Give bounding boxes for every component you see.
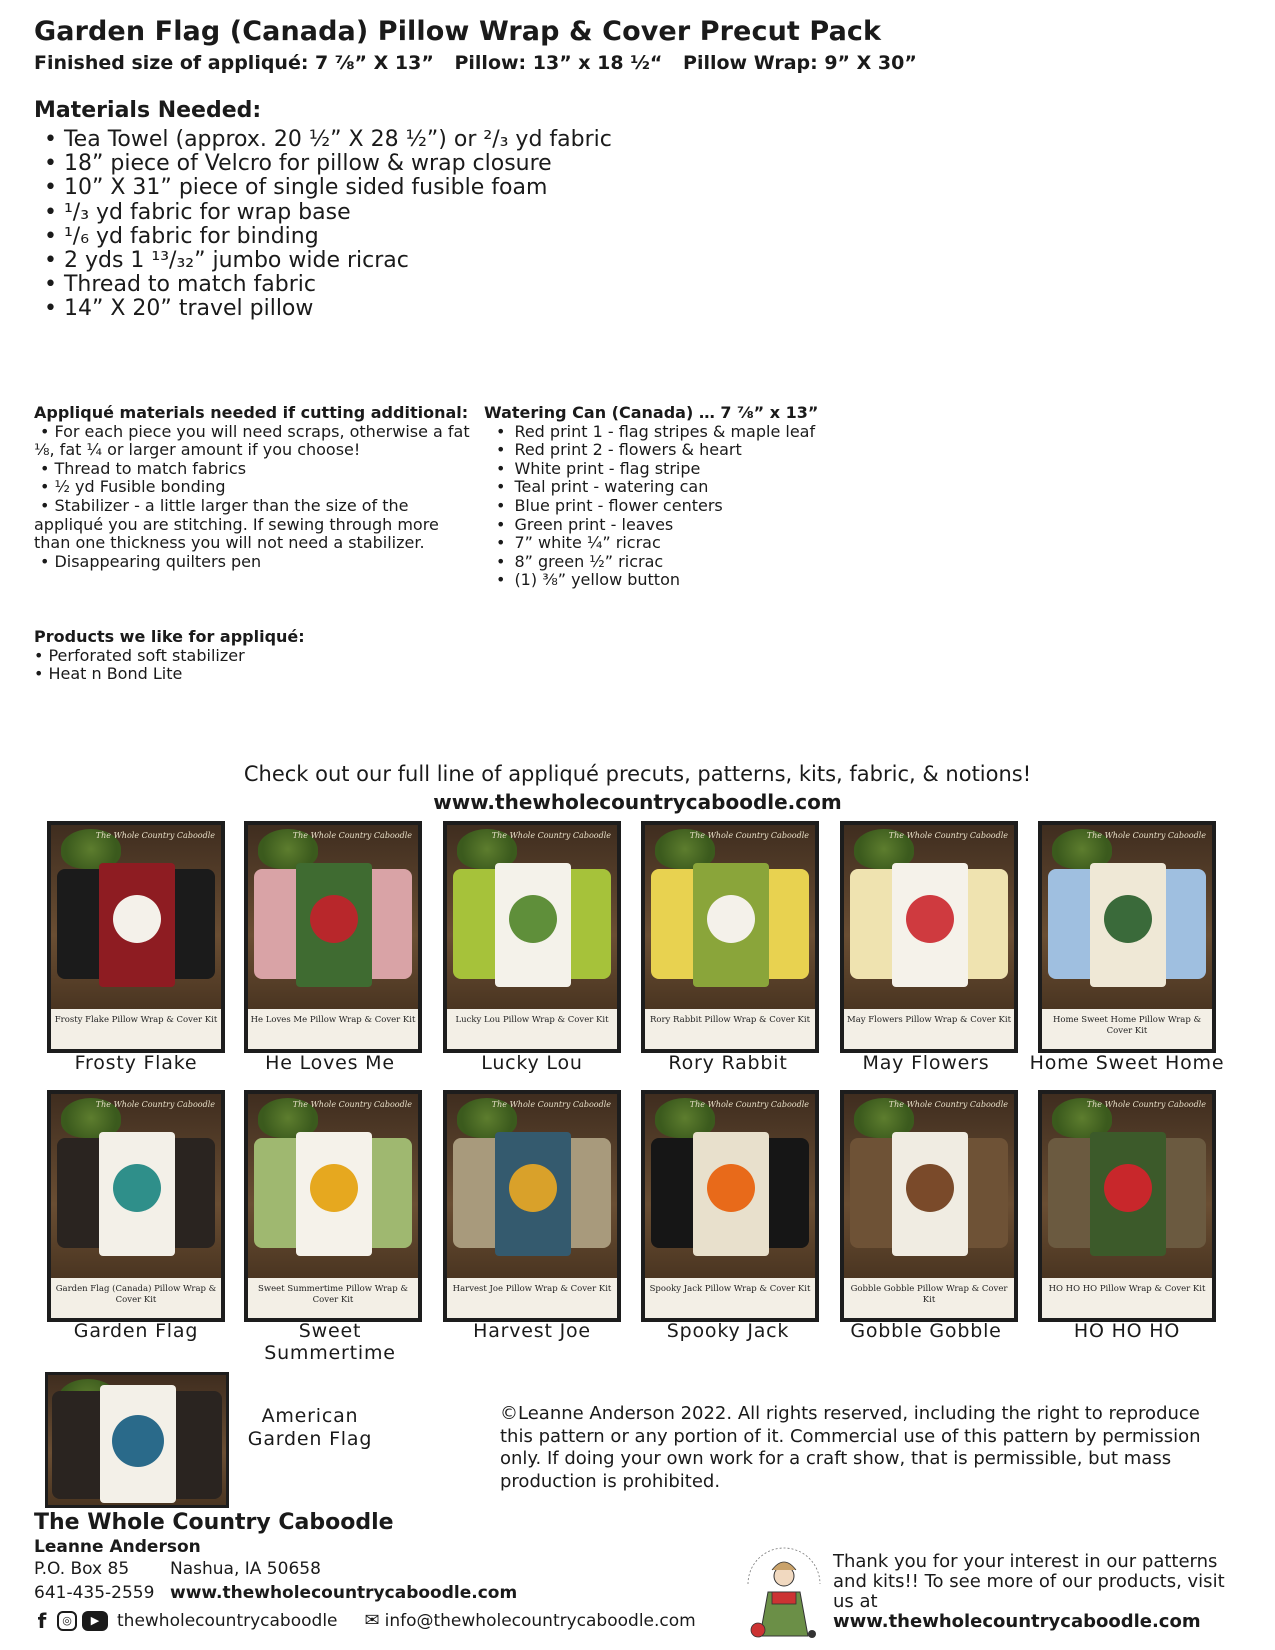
kit-label: Home Sweet Home (1029, 1052, 1225, 1074)
brand-mark: The Whole Country Caboodle (292, 831, 412, 840)
list-item: • ½ yd Fusible bonding (34, 478, 474, 497)
kit-label: Lucky Lou (481, 1052, 583, 1074)
kit-photo (48, 1375, 226, 1505)
applique-materials (34, 404, 474, 571)
cherry-icon (808, 1630, 816, 1638)
thank-you-note (833, 1552, 1243, 1632)
list-item: • Thread to match fabrics (34, 460, 474, 479)
brand-mark: The Whole Country Caboodle (888, 1100, 1008, 1109)
brand-mark: The Whole Country Caboodle (689, 1100, 809, 1109)
kit-caption: Lucky Lou Pillow Wrap & Cover Kit (447, 1009, 617, 1049)
kit-card[interactable] (1038, 821, 1216, 1053)
kit-caption: Frosty Flake Pillow Wrap & Cover Kit (51, 1009, 221, 1049)
list-item: • Heat n Bond Lite (34, 665, 305, 684)
list-item: • White print - flag stripe (496, 460, 864, 479)
list-item: • 2 yds 1 ¹³/₃₂” jumbo wide ricrac (44, 249, 612, 273)
city-address: Nashua, IA 50658 (170, 1559, 321, 1579)
list-item: • Tea Towel (approx. 20 ½” X 28 ½”) or ²/₃ yd fabric (44, 128, 612, 152)
brand-mark: The Whole Country Caboodle (292, 1100, 412, 1109)
applique-motif (310, 1164, 358, 1212)
brand-mark: The Whole Country Caboodle (689, 831, 809, 840)
kit-card[interactable] (840, 821, 1018, 1053)
materials-list (44, 128, 612, 322)
american-garden-flag-label (240, 1405, 380, 1451)
list-item: • 14” X 20” travel pillow (44, 297, 612, 321)
kit-photo (248, 825, 418, 1009)
list-item: • 10” X 31” piece of single sided fusible foam (44, 176, 612, 200)
kit-caption: Harvest Joe Pillow Wrap & Cover Kit (447, 1278, 617, 1318)
kit-photo (645, 825, 815, 1009)
phone-number: 641-435-2559 (34, 1583, 155, 1603)
kit-label: May Flowers (862, 1052, 990, 1074)
applique-motif (707, 1164, 755, 1212)
list-item: • Red print 2 - flowers & heart (496, 441, 864, 460)
list-item: • Red print 1 - flag stripes & maple leaf (496, 423, 864, 442)
applique-motif (112, 1415, 164, 1467)
email-address[interactable]: info@thewholecountrycaboodle.com (384, 1610, 696, 1631)
list-item: • For each piece you will need scraps, otherwise a fat ⅛, fat ¼ or larger amount if you choose! (34, 423, 474, 460)
list-item: • (1) ⅜” yellow button (496, 571, 864, 590)
list-item: • 7” white ¼” ricrac (496, 534, 864, 553)
wrap-size: Pillow Wrap: 9” X 30” (683, 52, 917, 74)
kit-card[interactable] (244, 821, 422, 1053)
list-item: • Stabilizer - a little larger than the size of the appliqué you are stitching. If sewing through more than one thickness you will not need a stabilizer. (34, 497, 474, 553)
kit-caption: Sweet Summertime Pillow Wrap & Cover Kit (248, 1278, 418, 1318)
thank-you-text: Thank you for your interest in our patterns and kits!! To see more of our products, visit us at (833, 1551, 1225, 1612)
page-title: Garden Flag (Canada) Pillow Wrap & Cover Precut Pack (34, 16, 882, 47)
checkout-line: Check out our full line of appliqué precuts, patterns, kits, fabric, & notions! (243, 762, 1032, 786)
brand-mark: The Whole Country Caboodle (888, 831, 1008, 840)
kit-photo (1042, 1094, 1212, 1278)
applique-motif (1104, 1164, 1152, 1212)
kit-card[interactable] (1038, 1090, 1216, 1322)
kit-caption: Garden Flag (Canada) Pillow Wrap & Cover Kit (51, 1278, 221, 1318)
pillow-size: Pillow: 13” x 18 ½“ (454, 52, 663, 74)
copyright-notice: ©Leanne Anderson 2022. All rights reserved, including the right to reproduce this pattern or any portion of it. Commercial use of this pattern by permission only. If doing your own work for a craft show, that is permissible, but mass production is prohibited. (500, 1403, 1201, 1492)
kit-label: He Loves Me (265, 1052, 395, 1074)
instagram-icon[interactable]: ◎ (57, 1611, 77, 1631)
thank-you-website[interactable]: www.thewholecountrycaboodle.com (833, 1611, 1201, 1632)
kit-card[interactable] (840, 1090, 1018, 1322)
list-item: • Teal print - watering can (496, 478, 864, 497)
kit-card[interactable] (47, 821, 225, 1053)
kit-label: Frosty Flake (74, 1052, 198, 1074)
brand-mark: The Whole Country Caboodle (95, 831, 215, 840)
kit-caption: HO HO HO Pillow Wrap & Cover Kit (1042, 1278, 1212, 1318)
applique-motif (707, 895, 755, 943)
list-item: • ¹/₆ yd fabric for binding (44, 225, 612, 249)
caboodle-logo (738, 1540, 830, 1644)
kit-label: HO HO HO (1073, 1320, 1181, 1342)
applique-motif (310, 895, 358, 943)
list-item: • Disappearing quilters pen (34, 553, 474, 572)
owner-name: Leanne Anderson (34, 1537, 201, 1557)
kit-card[interactable] (47, 1090, 225, 1322)
applique-motif (906, 1164, 954, 1212)
kit-photo (447, 825, 617, 1009)
materials-heading: Materials Needed: (34, 98, 262, 123)
products-section (34, 628, 305, 684)
kit-label: Spooky Jack (666, 1320, 790, 1342)
social-handle[interactable]: thewholecountrycaboodle (117, 1610, 338, 1631)
kit-photo (844, 1094, 1014, 1278)
american-garden-flag-image[interactable] (45, 1372, 229, 1508)
kit-caption: Gobble Gobble Pillow Wrap & Cover Kit (844, 1278, 1014, 1318)
kit-card[interactable] (443, 821, 621, 1053)
youtube-icon[interactable]: ▶ (82, 1611, 108, 1631)
brand-mark: The Whole Country Caboodle (491, 831, 611, 840)
applique-motif (906, 895, 954, 943)
company-name: The Whole Country Caboodle (34, 1510, 394, 1535)
list-item: • 8” green ½” ricrac (496, 553, 864, 572)
website-link[interactable]: www.thewholecountrycaboodle.com (433, 790, 842, 814)
kit-card[interactable] (641, 821, 819, 1053)
list-item: • Perforated soft stabilizer (34, 647, 305, 666)
facebook-icon[interactable]: f (32, 1611, 52, 1631)
label-line: American (261, 1405, 359, 1427)
finished-sizes (34, 52, 931, 74)
kit-label: Harvest Joe (473, 1320, 591, 1342)
kit-photo (248, 1094, 418, 1278)
applique-motif (113, 895, 161, 943)
kit-photo (844, 825, 1014, 1009)
kit-caption: Home Sweet Home Pillow Wrap & Cover Kit (1042, 1009, 1212, 1049)
kit-photo (51, 825, 221, 1009)
po-box: P.O. Box 85 (34, 1559, 130, 1579)
applique-size: Finished size of appliqué: 7 ⅞” X 13” (34, 52, 434, 74)
kit-caption: Spooky Jack Pillow Wrap & Cover Kit (645, 1278, 815, 1318)
applique-motif (509, 895, 557, 943)
brand-mark: The Whole Country Caboodle (1086, 1100, 1206, 1109)
list-item: • 18” piece of Velcro for pillow & wrap closure (44, 152, 612, 176)
kit-card[interactable] (641, 1090, 819, 1322)
kit-caption: He Loves Me Pillow Wrap & Cover Kit (248, 1009, 418, 1049)
list-item: • Blue print - flower centers (496, 497, 864, 516)
brand-mark: The Whole Country Caboodle (491, 1100, 611, 1109)
label-line: Garden Flag (247, 1428, 373, 1450)
brand-mark: The Whole Country Caboodle (1086, 831, 1206, 840)
kit-photo (51, 1094, 221, 1278)
applique-motif (113, 1164, 161, 1212)
applique-motif (509, 1164, 557, 1212)
watermelon-icon (751, 1623, 765, 1637)
email-icon: ✉ (364, 1610, 380, 1631)
watering-can-heading: Watering Can (Canada) … 7 ⅞” x 13” (484, 403, 819, 422)
logo-collar (772, 1592, 796, 1604)
applique-heading: Appliqué materials needed if cutting additional: (34, 403, 469, 422)
list-item: • Thread to match fabric (44, 273, 612, 297)
applique-motif (1104, 895, 1152, 943)
logo-hair (772, 1562, 796, 1570)
kit-caption: Rory Rabbit Pillow Wrap & Cover Kit (645, 1009, 815, 1049)
watering-can-materials (484, 404, 864, 590)
list-item: • Green print - leaves (496, 516, 864, 535)
kit-card[interactable] (443, 1090, 621, 1322)
kit-card[interactable] (244, 1090, 422, 1322)
brand-mark: The Whole Country Caboodle (95, 1100, 215, 1109)
kit-label: Sweet Summertime (264, 1320, 396, 1364)
kit-label: Gobble Gobble (850, 1320, 1002, 1342)
footer-website[interactable]: www.thewholecountrycaboodle.com (170, 1583, 518, 1603)
kit-photo (447, 1094, 617, 1278)
kit-label: Rory Rabbit (668, 1052, 788, 1074)
kit-photo (1042, 825, 1212, 1009)
kit-photo (645, 1094, 815, 1278)
kit-caption: May Flowers Pillow Wrap & Cover Kit (844, 1009, 1014, 1049)
products-heading: Products we like for appliqué: (34, 627, 305, 646)
social-icons (32, 1610, 696, 1631)
kit-label: Garden Flag (73, 1320, 199, 1342)
list-item: • ¹/₃ yd fabric for wrap base (44, 201, 612, 225)
